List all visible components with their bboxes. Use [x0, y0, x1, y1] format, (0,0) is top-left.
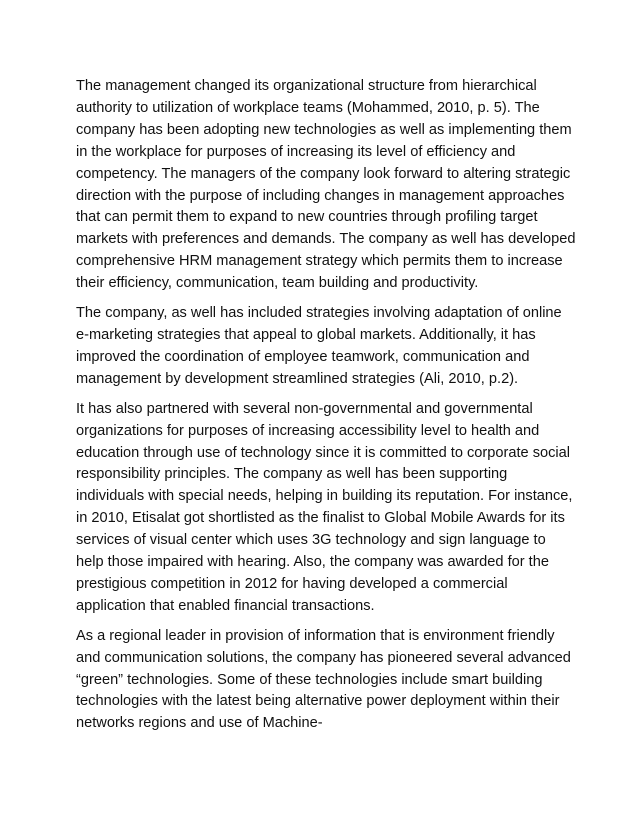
- document-body: [76, 76, 576, 735]
- paragraph-e-marketing-strategies: The company, as well has included strategies involving adaptation of online e-marketing strategies that appeal to global markets. Additionally, it has improved the coordination of employee teamwork, communication and management by development streamlined strategies (Ali, 2010, p.2).: [76, 305, 562, 387]
- paragraph-partnerships-and-awards: It has also partnered with several non-governmental and governmental organizations for purposes of increasing accessibility level to health and education through use of technology since it is committed to corporate social responsibility principles. The company as well has been supporting individuals with special needs, helping in building its reputation. For instance, in 2010, Etisalat got shortlisted as the finalist to Global Mobile Awards for its services of visual center which uses 3G technology and sign language to help those impaired with hearing. Also, the company was awarded for the prestigious competition in 2012 for having developed a commercial application that enabled financial transactions.: [76, 400, 573, 614]
- paragraph-organizational-structure: The management changed its organizational structure from hierarchical authority to utilization of workplace teams (Mohammed, 2010, p. 5). The company has been adopting new technologies as well as implementing them in the workplace for purposes of increasing its level of efficiency and competency. The managers of the company look forward to altering strategic direction with the purpose of including changes in management approaches that can permit them to expand to new countries through profiling target markets with preferences and demands. The company as well has developed comprehensive HRM management strategy which permits them to increase their efficiency, communication, team building and productivity.: [76, 78, 576, 292]
- paragraph-green-technologies: As a regional leader in provision of information that is environment friendly and communication solutions, the company has pioneered several advanced “green” technologies. Some of these technologies include smart building technologies with the latest being alternative power deployment within their networks regions and use of Machine-: [76, 627, 571, 732]
